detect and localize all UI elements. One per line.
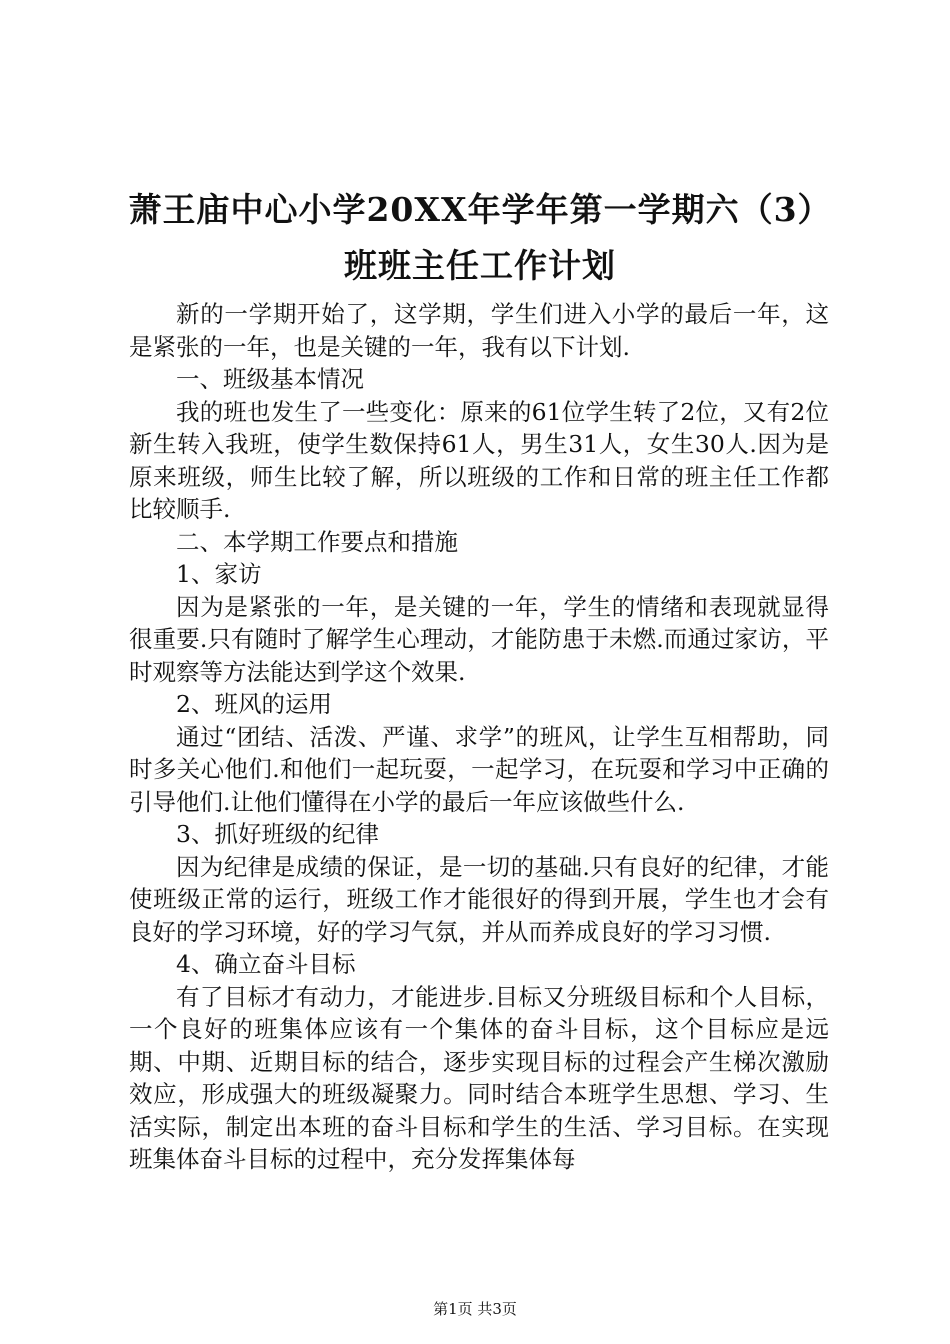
paragraph-home-visit: 因为是紧张的一年，是关键的一年，学生的情绪和表现就显得很重要.只有随时了解学生心理动，才能防患于未燃.而通过家访，平时观察等方法能达到学这个效果. <box>129 592 829 686</box>
section-heading-key-points: 二、本学期工作要点和措施 <box>176 527 458 556</box>
paragraph-class-info: 我的班也发生了一些变化：原来的61位学生转了2位，又有2位新生转入我班，使学生数保持61人，男生31人，女生30人.因为是原来班级，师生比较了解，所以班级的工作和日常的班主任工作都比较顺手. <box>129 397 829 523</box>
subheading-home-visit: 1、家访 <box>176 560 262 588</box>
paragraph-goals: 有了目标才有动力，才能进步.目标又分班级目标和个人目标，一个良好的班集体应该有一个集体的奋斗目标，这个目标应是远期、中期、近期目标的结合，逐步实现目标的过程会产生梯次激励效应，形成强大的班级凝聚力。同时结合本班学生思想、学习、生活实际，制定出本班的奋斗目标和学生的生活、学习目标。在实现班集体奋斗目标的过程中，充分发挥集体每 <box>129 982 829 1173</box>
subheading-goals: 4、确立奋斗目标 <box>176 950 356 978</box>
paragraph-intro: 新的一学期开始了，这学期，学生们进入小学的最后一年，这是紧张的一年，也是关键的一年，我有以下计划. <box>129 300 829 361</box>
subheading-discipline: 3、抓好班级的纪律 <box>176 820 379 848</box>
document-title-line-1: 萧王庙中心小学20XX年学年第一学期六（3） <box>128 190 832 229</box>
document-body <box>129 298 829 1176</box>
paragraph-discipline: 因为纪律是成绩的保证，是一切的基础.只有良好的纪律，才能使班级正常的运行，班级工作才能很好的得到开展，学生也才会有良好的学习环境，好的学习气氛，并从而养成良好的学习习惯. <box>129 852 829 946</box>
section-heading-class-info: 一、班级基本情况 <box>176 365 364 393</box>
subheading-class-spirit: 2、班风的运用 <box>176 690 332 718</box>
paragraph-class-spirit: 通过“团结、活泼、严谨、求学”的班风，让学生互相帮助，同时多关心他们.和他们一起玩耍，一起学习，在玩耍和学习中正确的引导他们.让他们懂得在小学的最后一年应该做些什么. <box>129 722 829 816</box>
document-title-line-2: 班班主任工作计划 <box>344 246 616 285</box>
page-number-footer: 第1页 共3页 <box>433 1300 517 1318</box>
